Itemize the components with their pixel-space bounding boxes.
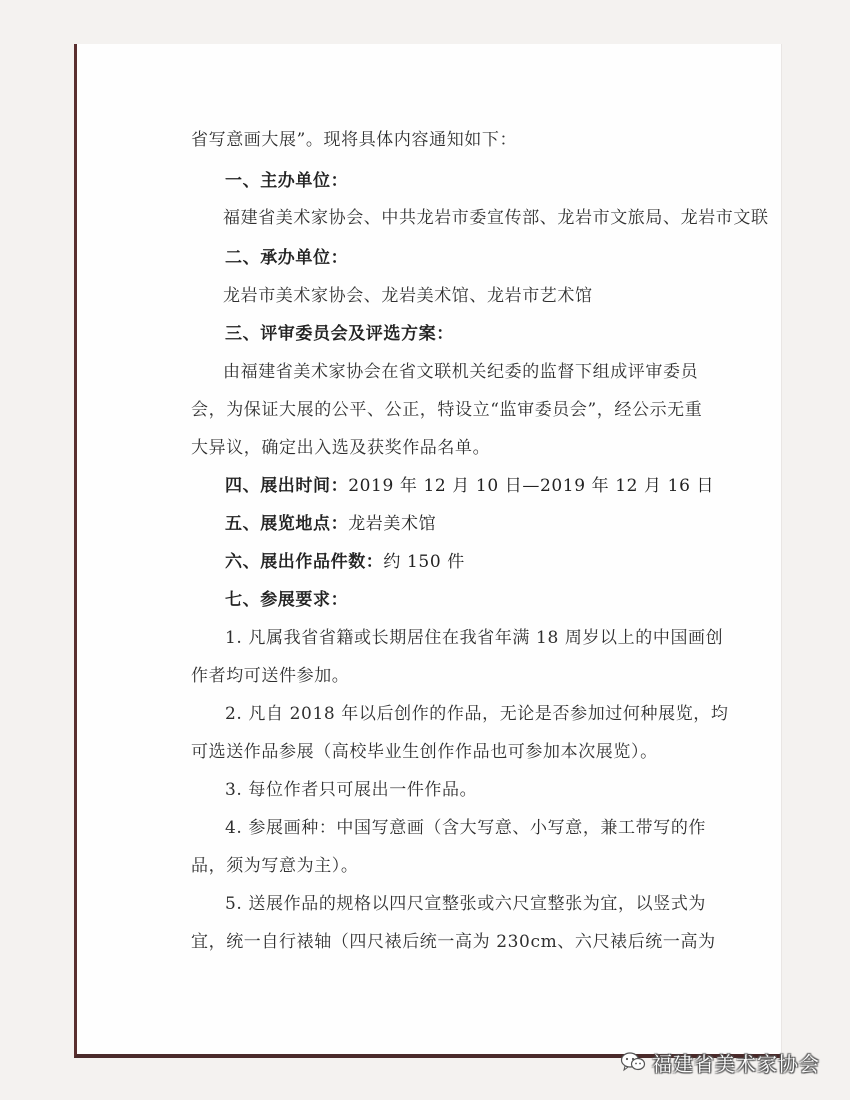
- exhibition-venue-label: 五、展览地点：: [225, 514, 349, 534]
- body-line-continuation: 省写意画大展”。现将具体内容通知如下：: [191, 130, 518, 150]
- exhibition-time-label: 四、展出时间：: [225, 476, 349, 496]
- watermark-text: 福建省美术家协会: [652, 1051, 820, 1076]
- section-heading-undertaker: 二、承办单位：: [225, 248, 349, 268]
- jury-paragraph-line-3: 大异议，确定出入选及获奖作品名单。: [191, 438, 491, 458]
- requirement-2-line-2: 可选送作品参展（高校毕业生创作作品也可参加本次展览）。: [191, 742, 658, 762]
- requirement-1-line-1: 1. 凡属我省省籍或长期居住在我省年满 18 周岁以上的中国画创: [225, 628, 724, 648]
- requirement-4-line-2: 品，须为写意为主）。: [191, 856, 359, 876]
- exhibition-venue: [225, 514, 436, 534]
- wechat-icon: [620, 1051, 646, 1073]
- requirement-5-line-1: 5. 送展作品的规格以四尺宣整张或六尺宣整张为宜，以竖式为: [225, 894, 707, 914]
- exhibition-time-value: 2019 年 12 月 10 日—2019 年 12 月 16 日: [348, 476, 715, 496]
- requirement-2-line-1: 2. 凡自 2018 年以后创作的作品，无论是否参加过何种展览，均: [225, 704, 729, 724]
- exhibition-venue-value: 龙岩美术馆: [348, 514, 437, 534]
- jury-paragraph-line-1: 由福建省美术家协会在省文联机关纪委的监督下组成评审委员: [223, 362, 699, 382]
- wechat-watermark: [620, 1048, 820, 1076]
- section-heading-organizer: 一、主办单位：: [225, 171, 349, 191]
- exhibition-time: [225, 476, 714, 496]
- organizer-list: 福建省美术家协会、中共龙岩市委宣传部、龙岩市文旅局、龙岩市文联: [223, 208, 769, 228]
- section-heading-jury: 三、评审委员会及评选方案：: [225, 324, 454, 344]
- exhibit-count: [225, 552, 465, 572]
- section-heading-requirements: 七、参展要求：: [225, 590, 349, 610]
- requirement-4-line-1: 4. 参展画种：中国写意画（含大写意、小写意，兼工带写的作: [225, 818, 707, 838]
- requirement-5-line-2: 宜，统一自行裱轴（四尺裱后统一高为 230cm、六尺裱后统一高为: [191, 932, 716, 952]
- requirement-1-line-2: 作者均可送件参加。: [191, 666, 350, 686]
- undertaker-list: 龙岩市美术家协会、龙岩美术馆、龙岩市艺术馆: [223, 286, 593, 306]
- requirement-3: 3. 每位作者只可展出一件作品。: [225, 780, 478, 800]
- exhibit-count-value: 约 150 件: [383, 552, 465, 572]
- document-page: [74, 44, 781, 1058]
- exhibit-count-label: 六、展出作品件数：: [225, 552, 384, 572]
- jury-paragraph-line-2: 会，为保证大展的公平、公正，特设立“监审委员会”，经公示无重: [191, 400, 703, 420]
